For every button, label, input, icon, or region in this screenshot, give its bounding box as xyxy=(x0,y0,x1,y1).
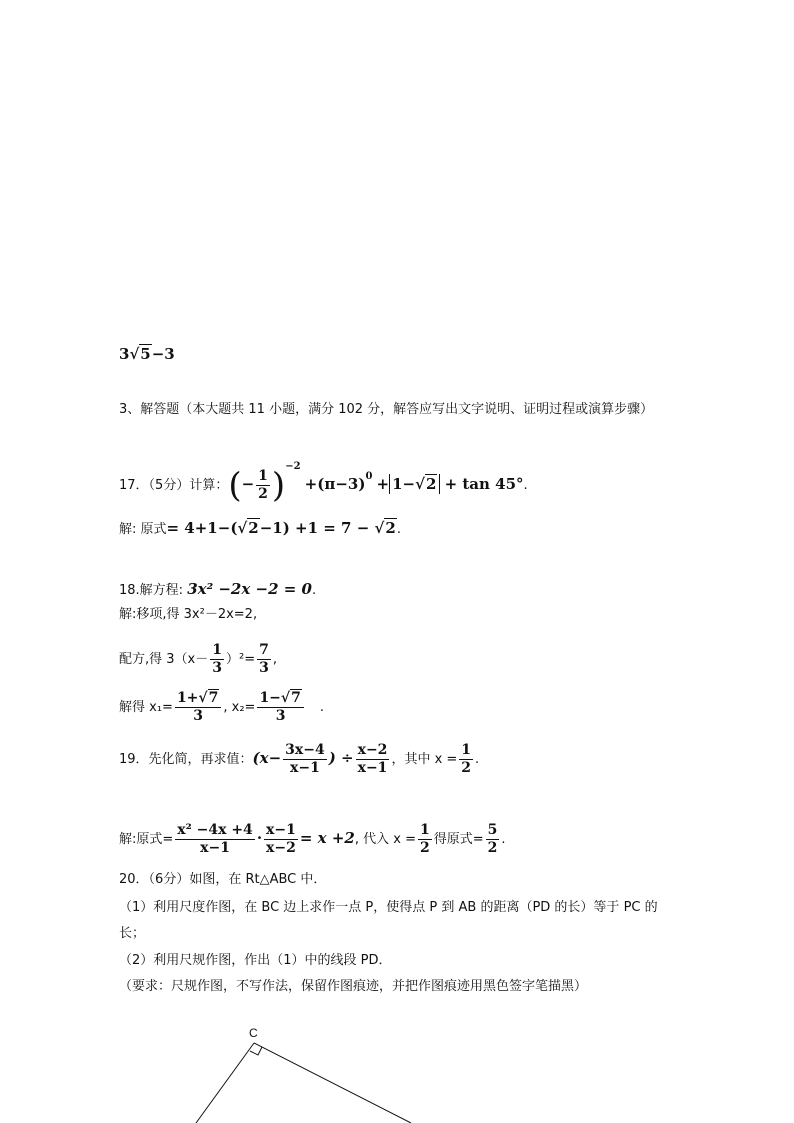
q18-step2: 配方,得 3（x－ $\frac{1}{3}$ ）²= $\frac{7}{3}$ , xyxy=(119,642,277,676)
q19-solution: 解:原式= $\frac{\text{x² −4x +4}}{x-1}$ · $\frac{x-1}{x-2}$ = x +2, 代入 x = $\frac{1}{2}$ 得原式= $\frac{5}{2}$ . xyxy=(119,822,506,856)
q20-line5: （要求：尺规作图，不写作法，保留作图痕迹，并把作图痕迹用黑色签字笔描黑） xyxy=(119,979,588,994)
question-17: 17．（5分）计算：(− $\frac{1}{2}$ )$^{-2} +(\pi-3)^0 + 1-√2 + \tan 45^\circ$. xyxy=(119,461,528,506)
q17-term2: (π−3) xyxy=(317,475,366,493)
q17-abs: 1−√2 xyxy=(389,474,440,494)
q17-sol-label: 解: 原式 xyxy=(119,522,167,537)
answer-coef: 3 xyxy=(119,345,130,363)
q18-label: 18.解方程: xyxy=(119,583,188,598)
q17-fraction: $\frac{1}{2}$ xyxy=(258,468,268,502)
q17-tail: + tan 45° xyxy=(444,475,524,493)
q18-step1: 解:移项,得 3x²－2x=2, xyxy=(119,607,258,622)
q19-label: 19．先化简，再求值： xyxy=(119,752,253,767)
side-ca xyxy=(196,1043,254,1123)
section-3-title: 3、解答题（本大题共 11 小题，满分 102 分，解答应写出文字说明、证明过程或演算步骤） xyxy=(119,402,654,417)
q17-minus: − xyxy=(241,475,255,493)
q17-label: 17．（5分）计算： xyxy=(119,478,229,493)
q18-equation: 3x² −2x −2 = 0 xyxy=(187,580,312,598)
right-angle-mark xyxy=(250,1047,262,1055)
previous-answer: 3√5−3 xyxy=(119,345,175,363)
q18-step3: 解得 x₁= $\frac{1+√7}{3}$ , x₂= $\frac{1-√7}{3}$ . xyxy=(119,690,325,724)
q20-line1: 20．（6分）如图，在 Rt△ABC 中． xyxy=(119,872,327,887)
q17-solution: 解: 原式= 4+1−(√2−1) +1 = 7 − √2. xyxy=(119,519,401,537)
question-19: 19．先化简，再求值：(x− $\frac{3x-4}{x-1}$ ) ÷ $\frac{x-2}{x-1}$ ，其中 x = $\frac{1}{2}$ . xyxy=(119,742,480,776)
q17-exp2: 0 xyxy=(365,471,373,482)
question-18: 18.解方程: 3x² −2x −2 = 0. xyxy=(119,580,317,598)
vertex-c-label: C xyxy=(249,1026,258,1040)
q20-line2: （1）利用尺度作图，在 BC 边上求作一点 P，使得点 P 到 AB 的距离（PD 的长）等于 PC 的 xyxy=(119,900,658,915)
q20-line4: （2）利用尺规作图，作出（1）中的线段 PD． xyxy=(119,953,392,968)
q20-line3: 长； xyxy=(119,926,146,941)
answer-rest: −3 xyxy=(151,345,175,363)
side-cb xyxy=(254,1043,411,1123)
answer-radicand: 5 xyxy=(140,345,151,363)
q17-exp1: −2 xyxy=(285,461,301,472)
